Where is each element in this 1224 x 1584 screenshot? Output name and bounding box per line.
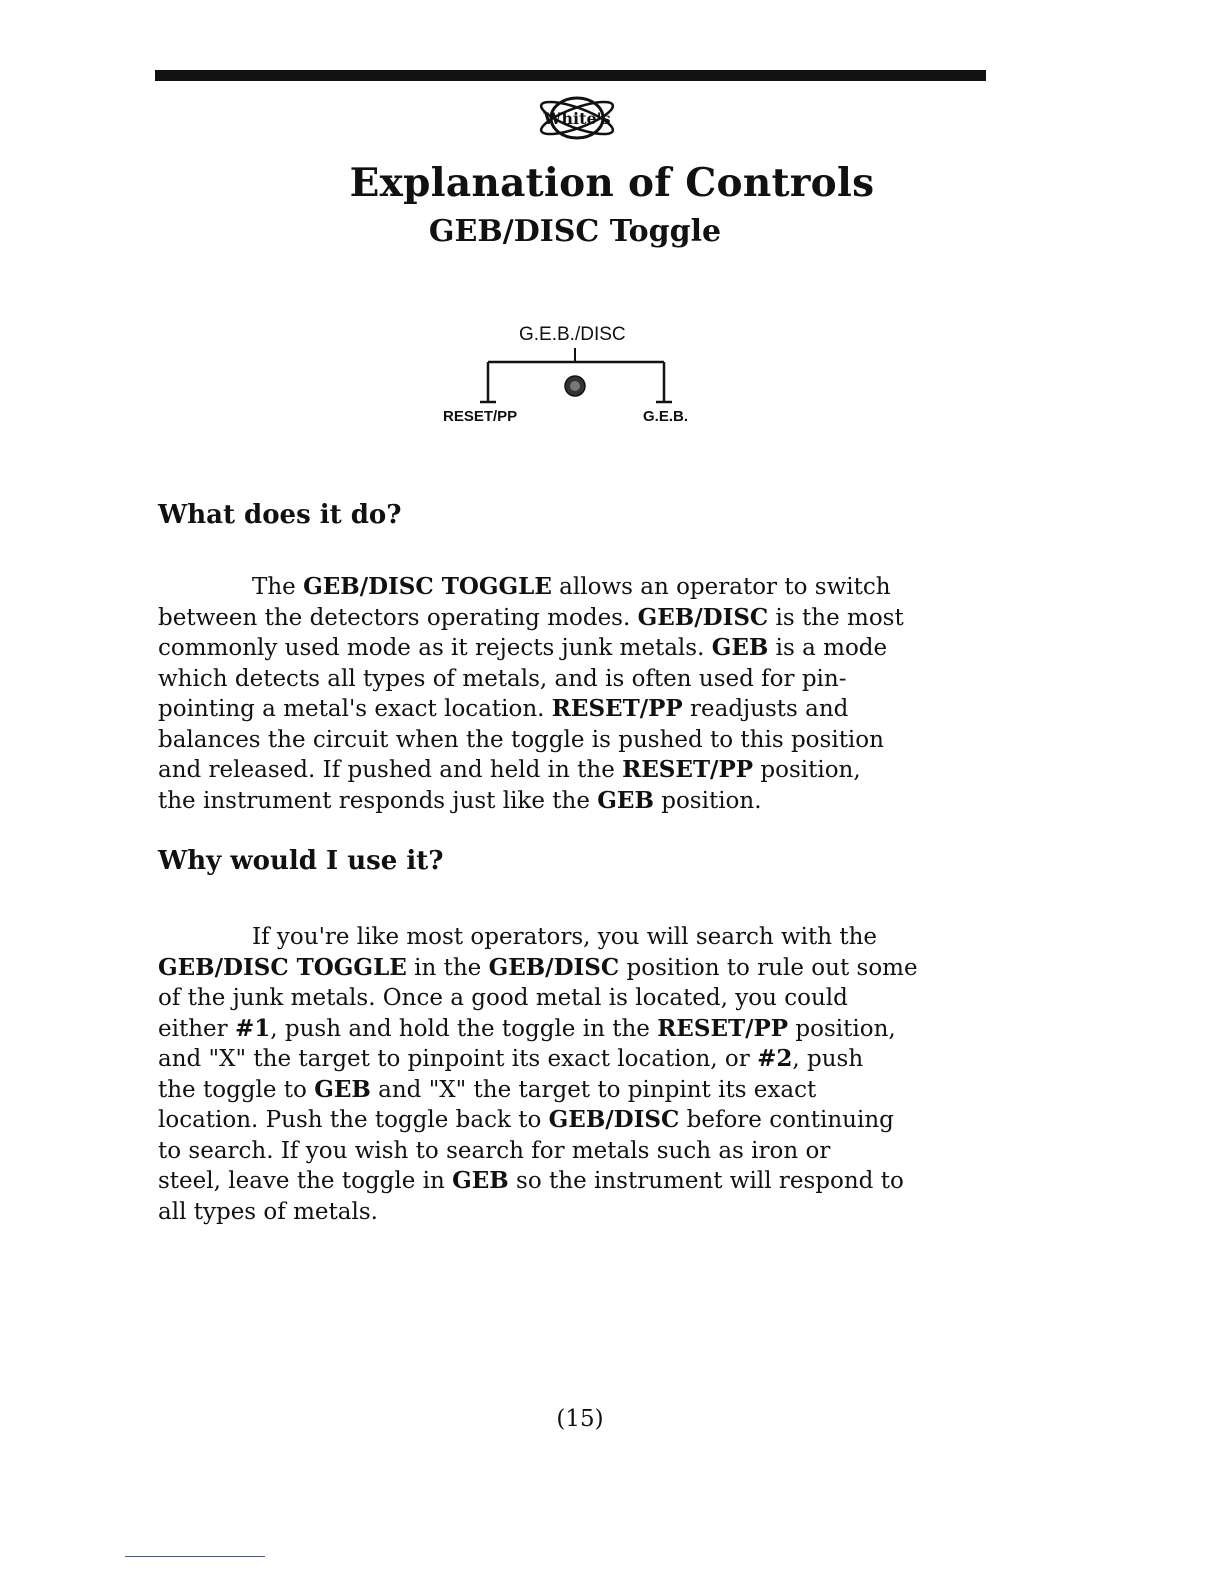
toggle-diagram xyxy=(430,320,730,440)
diagram-label-geb-disc: G.E.B./DISC xyxy=(519,324,626,345)
text-line: of the junk metals. Once a good metal is located, you could xyxy=(158,985,848,1011)
text-line: pointing a metal's exact location. RESET/PP readjusts and xyxy=(158,695,849,722)
text-line: all types of metals. xyxy=(158,1198,378,1225)
text-line: The GEB/DISC TOGGLE allows an operator to switch xyxy=(252,573,891,600)
text-line: either #1, push and hold the toggle in the RESET/PP position, xyxy=(158,1014,896,1042)
page-number: (15) xyxy=(556,1406,604,1432)
diagram-label-reset-pp: RESET/PP xyxy=(443,408,518,425)
text-line: to search. If you wish to search for metals such as iron or xyxy=(158,1137,831,1164)
top-rule xyxy=(155,70,986,81)
paragraph-what xyxy=(158,572,998,816)
text-line: GEB/DISC TOGGLE in the GEB/DISC position to rule out some xyxy=(158,953,918,981)
text-line: and released. If pushed and held in the RESET/PP position, xyxy=(158,756,861,783)
text-line: the toggle to GEB and "X" the target to pinpint its exact xyxy=(158,1075,817,1103)
paragraph-why xyxy=(158,922,998,1227)
text-line: If you're like most operators, you will search with the xyxy=(252,924,878,950)
text-line: steel, leave the toggle in GEB so the instrument will respond to xyxy=(158,1167,904,1194)
bottom-rule xyxy=(125,1556,265,1557)
text-line: which detects all types of metals, and is often used for pin- xyxy=(158,665,847,692)
text-line: the instrument responds just like the GEB position. xyxy=(158,786,762,814)
text-line: balances the circuit when the toggle is pushed to this position xyxy=(158,726,884,753)
text-line: between the detectors operating modes. GEB/DISC is the most xyxy=(158,603,904,631)
diagram-label-geb: G.E.B. xyxy=(643,408,689,425)
whites-logo-icon xyxy=(532,90,622,146)
page-subtitle: GEB/DISC Toggle xyxy=(428,214,722,249)
heading-what-does-it-do: What does it do? xyxy=(158,500,402,530)
text-line: location. Push the toggle back to GEB/DISC before continuing xyxy=(158,1106,894,1133)
text-line: and "X" the target to pinpoint its exact location, or #2, push xyxy=(158,1045,864,1072)
heading-why-would-i-use-it: Why would I use it? xyxy=(158,846,444,876)
logo-text: White's xyxy=(543,109,611,128)
text-line: commonly used mode as it rejects junk metals. GEB is a mode xyxy=(158,634,888,661)
page-title: Explanation of Controls xyxy=(349,160,875,206)
